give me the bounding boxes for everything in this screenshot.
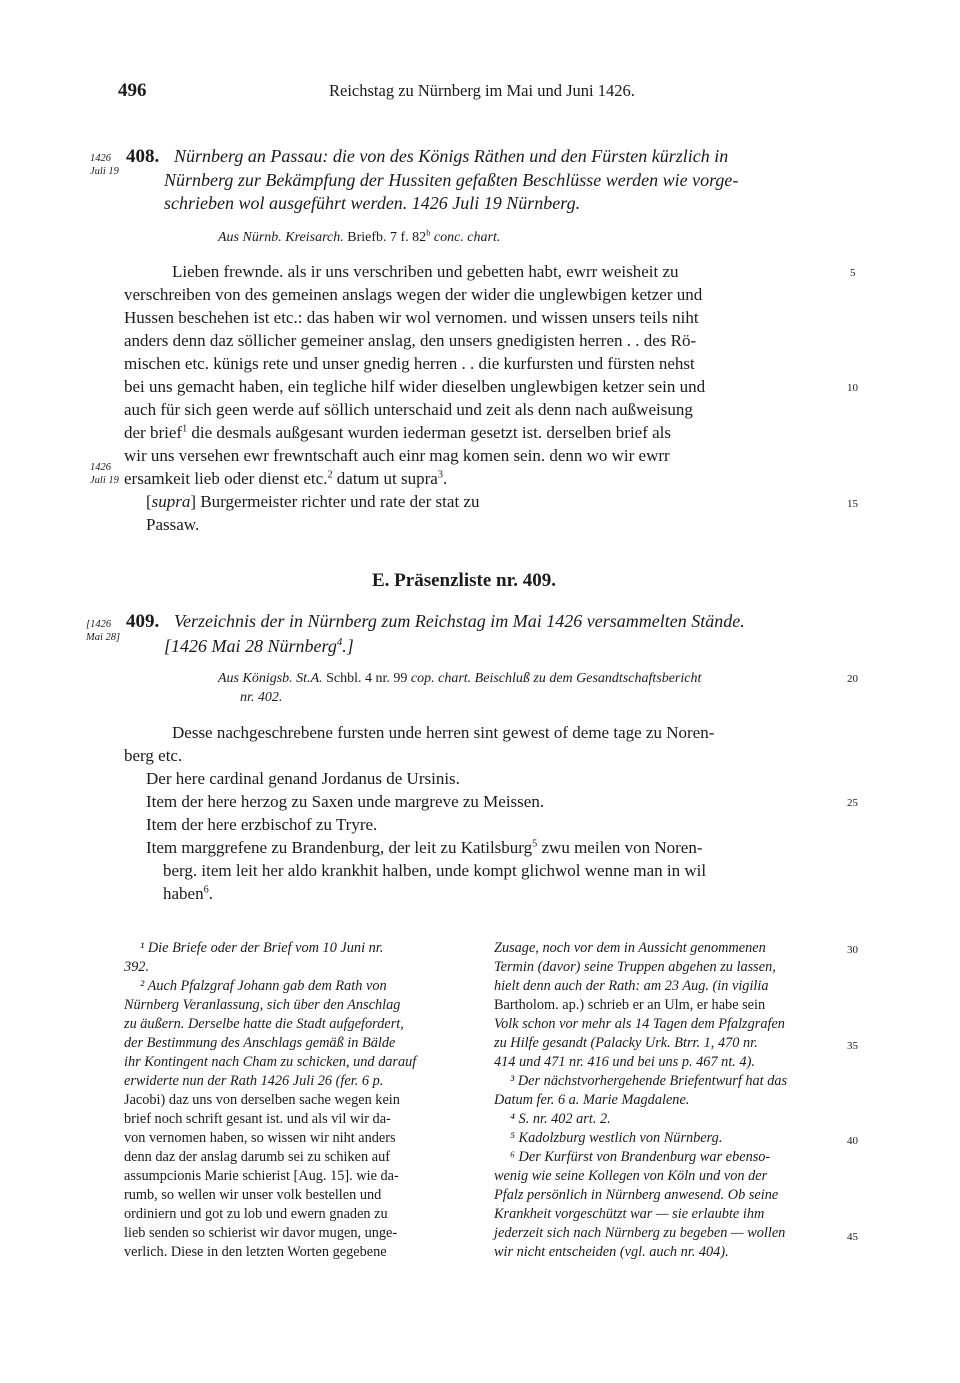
text-408-line-2: verschreiben von des gemeinen anslags wegen der wider die unglewbigen ketzer und: [124, 285, 703, 304]
footnote-mark-3: 3: [437, 469, 443, 481]
text-409-line-2: berg etc.: [124, 746, 183, 765]
regest-409-date: [1426 Mai 28 Nürnberg: [164, 636, 337, 656]
text-409-end: .: [208, 884, 213, 903]
text-408-line-8: [124, 423, 671, 443]
margin-date-year: [1426: [86, 619, 112, 630]
footnote-2-line-13: ordiniern und got zu lob und ewern gnaden zu: [124, 1206, 388, 1222]
text-409-line-6-start: Item marggrefene zu Brandenburg, der leit zu Katilsburg: [146, 838, 533, 857]
line-number-30: 30: [847, 944, 858, 956]
source-archive: Aus Nürnb. Kreisarch.: [218, 230, 344, 245]
text-408-line-10-start: ersamkeit lieb oder dienst etc.: [124, 469, 328, 488]
line-number-25: 25: [847, 797, 858, 809]
footnote-mark-2: 2: [327, 469, 333, 481]
line-number-40: 40: [847, 1135, 858, 1147]
footnote-3-line-2: Datum fer. 6 a. Marie Magdalene.: [494, 1092, 690, 1108]
footnote-6-line-5: jederzeit sich nach Nürnberg zu begeben — wollen: [494, 1225, 786, 1241]
source-note-409: [218, 671, 701, 687]
text-408-line-8-start: der brief: [124, 423, 183, 442]
margin-date-409: [86, 618, 120, 644]
source-archive: Aus Königsb. St.A.: [218, 671, 323, 686]
footnote-1-line-1: ¹ Die Briefe oder der Brief vom 10 Juni nr.: [140, 940, 384, 956]
text-409-line-6-tail: zwu meilen von Noren-: [537, 838, 703, 857]
footnote-6-line-6: wir nicht entscheiden (vgl. auch nr. 404).: [494, 1244, 729, 1260]
section-heading: E. Präsenzliste nr. 409.: [372, 570, 557, 591]
text-408-line-6: bei uns gemacht haben, ein tegliche hilf wider dieselben unglewbigen ketzer sein und: [124, 377, 706, 396]
footnote-3-line-1: ³ Der nächstvorhergehende Briefentwurf hat das: [510, 1073, 788, 1089]
text-408-line-4: anders denn daz söllicher gemeiner anslag, den unsers gnedigisten herren . . des Rö-: [124, 331, 697, 350]
margin-date-year: 1426: [90, 462, 111, 473]
source-signature: Schbl. 4 nr. 99: [322, 671, 411, 686]
regest-409-end: .]: [342, 636, 354, 656]
footnote-2-line-14: lieb senden so schierist wir davor mugen, unge-: [124, 1225, 398, 1241]
margin-date-408-b: [90, 461, 119, 487]
footnote-2-line-7: Jacobi) daz uns von derselben sache wegen kein: [124, 1092, 400, 1108]
line-number-35: 35: [847, 1040, 858, 1052]
footnote-6-line-3: Pfalz persönlich in Nürnberg anwesend. Ob seine: [494, 1187, 779, 1203]
footnote-2-line-8: brief noch schrift gesant ist. und als vil wir da-: [124, 1111, 391, 1127]
line-number-5: 5: [850, 267, 856, 279]
margin-date-day: Juli 19: [90, 475, 119, 486]
regest-409-line-2: [164, 636, 354, 657]
line-number-20: 20: [847, 673, 858, 685]
footnote-2-cont-line-3: hielt denn auch der Rath: am 23 Aug. (in vigilia: [494, 978, 769, 994]
footnote-mark-5: 5: [532, 838, 538, 850]
address-408-line-1: [supra] Burgermeister richter und rate der stat zu: [146, 492, 480, 511]
text-409-line-5: Item der here erzbischof zu Tryre.: [146, 815, 378, 834]
text-408-line-5: mischen etc. künigs rete und unser gnedig herren . . die kurfursten und fürsten nehst: [124, 354, 695, 373]
footnote-mark-6: 6: [203, 884, 209, 896]
footnote-6-line-2: wenig wie seine Kollegen von Köln und von der: [494, 1168, 768, 1184]
text-408-line-8-rest: die desmals außgesant wurden iederman gesetzt ist. derselben brief als: [187, 423, 672, 442]
text-409-line-1: Desse nachgeschrebene fursten unde herren sint gewest of deme tage zu Noren-: [172, 723, 715, 742]
footnote-mark-1: 1: [182, 423, 188, 435]
line-number-10: 10: [847, 382, 858, 394]
document-number-408: 408.: [126, 146, 160, 167]
address-408-line-2: Passaw.: [146, 515, 200, 534]
footnote-1-line-2: 392.: [124, 959, 150, 975]
source-sup: b: [426, 228, 431, 238]
regest-409-line-1: Verzeichnis der in Nürnberg zum Reichstag im Mai 1426 versammelten Stände.: [174, 611, 745, 631]
regest-408-line-3: schrieben wol ausgeführt werden. 1426 Juli 19 Nürnberg.: [164, 193, 581, 213]
address-rest: Burgermeister richter und rate der stat zu: [196, 492, 480, 511]
margin-date-year: 1426: [90, 153, 111, 164]
footnote-4: ⁴ S. nr. 402 art. 2.: [510, 1111, 611, 1127]
footnote-2-line-2: Nürnberg Veranlassung, sich über den Anschlag: [124, 997, 401, 1013]
margin-date-day: Juli 19: [90, 166, 119, 177]
text-408-line-10: [124, 469, 447, 489]
text-408-line-1: Lieben frewnde. als ir uns verschriben und gebetten habt, ewrr weisheit zu: [172, 262, 679, 281]
margin-date-day: Mai 28]: [86, 632, 121, 643]
footnote-5: ⁵ Kadolzburg westlich von Nürnberg.: [510, 1130, 723, 1146]
source-note-409-line-2: nr. 402.: [240, 690, 283, 705]
text-409-line-7: berg. item leit her aldo krankhit halben, unde kompt glichwol wenne man in wil: [163, 861, 707, 880]
footnote-2-line-12: rumb, so wellen wir unser volk bestellen und: [124, 1187, 382, 1203]
footnote-2-line-15: verlich. Diese in den letzten Worten gegebene: [124, 1244, 387, 1260]
line-number-45: 45: [847, 1231, 858, 1243]
footnote-2-line-6: erwiderte nun der Rath 1426 Juli 26 (fer. 6 p.: [124, 1073, 384, 1089]
source-type: conc. chart.: [433, 230, 501, 245]
footnote-2-cont-line-1: Zusage, noch vor dem in Aussicht genommenen: [494, 940, 766, 956]
text-408-line-7: auch für sich geen werde auf söllich unterschaid und zeit als denn nach außweisung: [124, 400, 693, 419]
footnote-2-line-11: assumpcionis Marie schierist [Aug. 15]. wie da-: [124, 1168, 399, 1184]
text-409-line-6: [146, 838, 702, 858]
footnote-2-line-5: ihr Kontingent nach Cham zu schicken, und darauf: [124, 1054, 417, 1070]
page-number: 496: [118, 80, 147, 101]
running-title: Reichstag zu Nürnberg im Mai und Juni 1426.: [329, 81, 635, 100]
footnote-2-cont-line-6: zu Hilfe gesandt (Palacky Urk. Btrr. 1, 470 nr.: [494, 1035, 758, 1051]
source-note-408: [218, 230, 500, 246]
footnote-2-cont-line-5: Volk schon vor mehr als 14 Tagen dem Pfalzgrafen: [494, 1016, 785, 1032]
text-408-line-10-end: .: [442, 469, 448, 488]
footnote-6-line-1: ⁶ Der Kurfürst von Brandenburg war ebenso-: [510, 1149, 771, 1165]
footnote-2-line-10: denn daz der anslag darumb sei zu schiken auf: [124, 1149, 390, 1165]
regest-408-line-2: Nürnberg zur Bekämpfung der Hussiten gefaßten Beschlüsse werden wie vorge-: [164, 170, 739, 190]
footnote-2-line-3: zu äußern. Derselbe hatte die Stadt aufgefordert,: [124, 1016, 404, 1032]
text-408-line-9: wir uns versehen ewr frewntschaft auch einr mag komen sein. denn wo wir ewrr: [124, 446, 670, 465]
text-409-line-3: Der here cardinal genand Jordanus de Ursinis.: [146, 769, 460, 788]
footnote-mark-4: 4: [336, 636, 343, 648]
footnote-6-line-4: Krankheit vorgeschützt war — sie erlaubte ihm: [494, 1206, 765, 1222]
footnote-2-cont-line-2: Termin (davor) seine Truppen abgehen zu lassen,: [494, 959, 776, 975]
regest-408-line-1: Nürnberg an Passau: die von des Königs Räthen und den Fürsten kürzlich in: [174, 146, 729, 166]
text-408-line-3: Hussen beschehen ist etc.: das haben wir wol vernomen. und wissen unsers teils niht: [124, 308, 699, 327]
margin-date-408: [90, 152, 119, 178]
footnote-2-line-4: der Bestimmung des Anschlags gemäß in Bälde: [124, 1035, 396, 1051]
date-clause: datum ut supra: [332, 469, 438, 488]
text-409-line-8-start: haben: [163, 884, 204, 903]
footnote-2-cont-line-7: 414 und 471 nr. 416 und bei uns p. 467 nt. 4).: [494, 1054, 755, 1070]
line-number-15: 15: [847, 498, 858, 510]
footnote-2-line-9: von vernomen haben, so wissen wir niht anders: [124, 1130, 396, 1146]
source-signature: Briefb. 7 f. 82: [343, 230, 427, 245]
footnote-2-line-1: ² Auch Pfalzgraf Johann gab dem Rath von: [140, 978, 387, 994]
source-type: cop. chart. Beischluß zu dem Gesandtschaftsbericht: [410, 671, 702, 686]
text-409-line-4: Item der here herzog zu Saxen unde margreve zu Meissen.: [146, 792, 545, 811]
text-409-line-8: [163, 884, 213, 904]
footnote-2-cont-line-4: Bartholom. ap.) schrieb er an Ulm, er habe sein: [494, 997, 766, 1013]
address-supra: supra: [151, 492, 191, 511]
document-number-409: 409.: [126, 611, 160, 632]
